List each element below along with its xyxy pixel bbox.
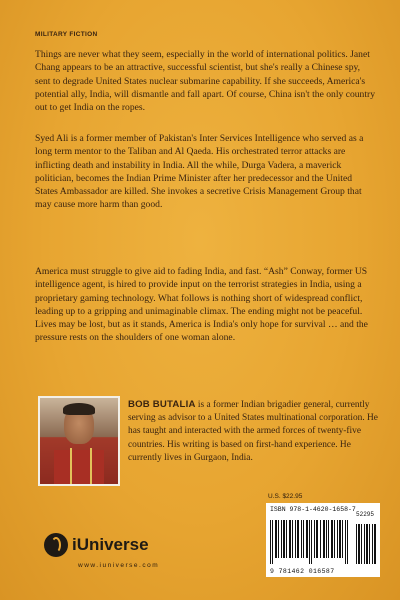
- barcode-digits: 9 781462 016587: [270, 568, 335, 575]
- author-name: BOB BUTALIA: [128, 399, 196, 410]
- publisher-logo: [44, 533, 149, 557]
- blurb-paragraph-2: Syed Ali is a former member of Pakistan's Inter Services Intelligence who served as a long term mentor to the Taliban and Al Qaeda. His orchestrated terror attacks are inflicting death and instability in India. All the while, Durga Vadera, a maverick politician, becomes the Indian Prime Minister after her predecessor and the United States Ambassador are killed. She invokes a secretive Crisis Management Group that may cause more harm than good.: [35, 133, 364, 211]
- price: U.S. $22.95: [268, 493, 303, 500]
- genre-label: MILITARY FICTION: [35, 31, 98, 38]
- blurb-paragraph-1: Things are never what they seem, especially in the world of international politics. Janet Chang appears to be an attractive, successful scientist, but she's really a Chinese spy, sent to degrade United States nuclear submarine capability. If she succeeds, America's potential ally, India, will dismantle and fall apart. Of course, China isn't the only country out to get India on the ropes.: [35, 49, 376, 114]
- barcode-main-bars: [270, 520, 350, 564]
- blurb-paragraph-3: America must struggle to give aid to fading India, and fast. “Ash” Conway, former US intelligence agent, is hired to provide input on the terrorist strategies in India, using a proprietary gaming technology. What follows is nothing short of widespread conflict, leading up to a gripping and unimaginable climax. The ending might not be peaceful. Lives may be lost, but as it stands, America is India's only hope for survival … and the pressure rests on the shoulders of one woman alone.: [35, 266, 368, 344]
- author-bio-text: is a former Indian brigadier general, currently serving as advisor to a United States multinational corporation. He has taught and interacted with the armed forces of twenty-five countries. His writing is based on first-hand experience. He currently lives in Gurgaon, India.: [128, 400, 378, 463]
- barcode-addon-number: 52295: [356, 511, 375, 518]
- publisher-name: iUniverse: [72, 535, 149, 554]
- isbn-text: ISBN 978-1-4620-1658-7: [270, 506, 356, 513]
- barcode: [266, 503, 380, 577]
- barcode-addon-bars: [356, 524, 376, 564]
- iuniverse-logo-icon: [44, 533, 68, 557]
- author-bio: [128, 398, 386, 465]
- author-photo: [38, 396, 120, 486]
- publisher-url: www.iuniverse.com: [78, 562, 160, 569]
